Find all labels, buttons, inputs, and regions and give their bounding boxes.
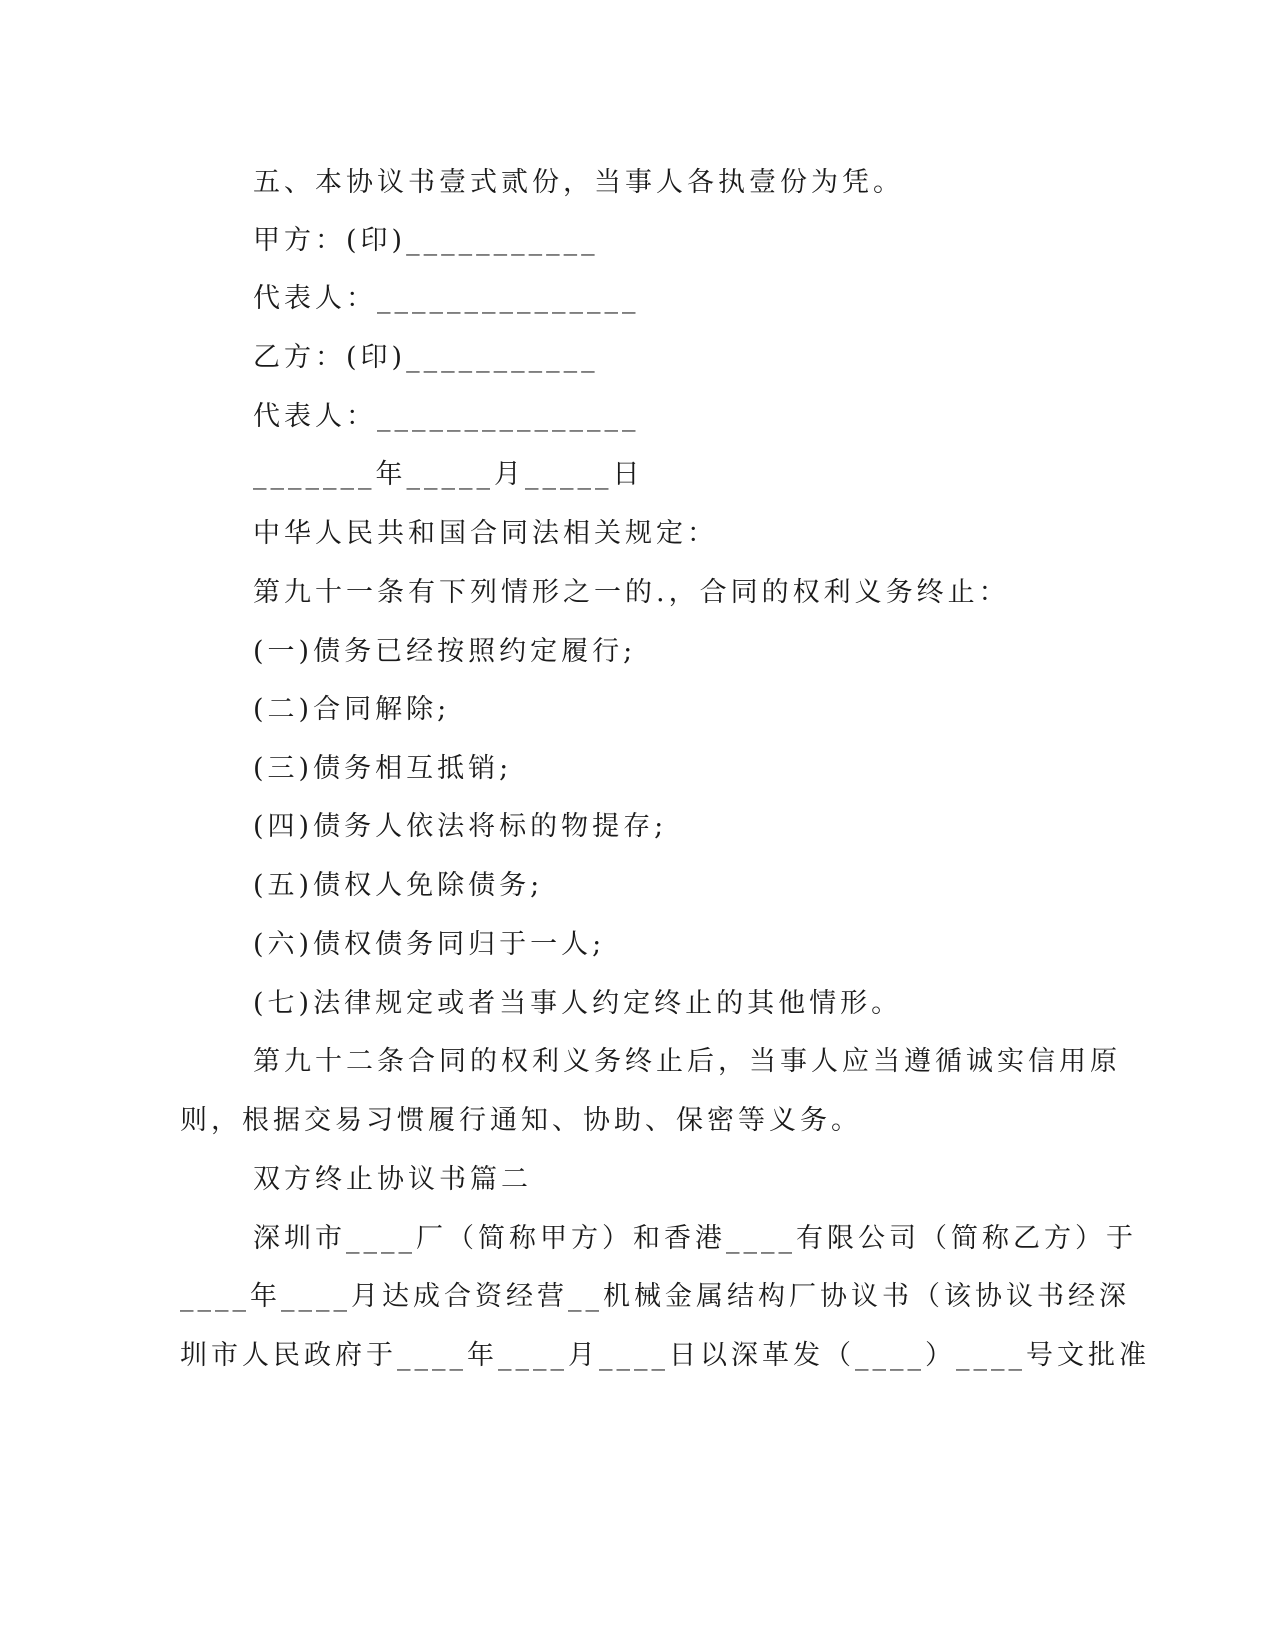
article-92-line-2: 则，根据交易习惯履行通知、协助、保密等义务。 <box>180 1105 862 1136</box>
article-91-item-2: (二)合同解除; <box>253 694 451 725</box>
article-92-line-1: 第九十二条合同的权利义务终止后，当事人应当遵循诚实信用原 <box>253 1046 1121 1077</box>
party-a-representative-line: 代表人：_______________ <box>253 283 640 314</box>
party-b-seal-line: 乙方：(印)___________ <box>253 342 599 373</box>
party-b-representative-line: 代表人：_______________ <box>253 401 640 432</box>
section-two-heading: 双方终止协议书篇二 <box>253 1164 532 1195</box>
article-91-item-3: (三)债务相互抵销; <box>253 753 513 784</box>
section-two-paragraph-line-1: 深圳市____厂（简称甲方）和香港____有限公司（简称乙方）于 <box>253 1223 1137 1254</box>
article-91-item-4: (四)债务人依法将标的物提存; <box>253 811 668 842</box>
article-91-item-6: (六)债权债务同归于一人; <box>253 929 606 960</box>
date-line: _______年_____月_____日 <box>253 459 644 490</box>
article-91-item-1: (一)债务已经按照约定履行; <box>253 636 637 667</box>
law-heading: 中华人民共和国合同法相关规定： <box>253 518 718 549</box>
section-two-paragraph-line-2: ____年____月达成合资经营__机械金属结构厂协议书（该协议书经深 <box>180 1281 1130 1312</box>
section-two-paragraph-line-3: 圳市人民政府于____年____月____日以深革发（____）____号文批准 <box>180 1340 1150 1371</box>
clause-five: 五、本协议书壹式贰份，当事人各执壹份为凭。 <box>253 167 904 198</box>
article-91-item-5: (五)债权人免除债务; <box>253 870 544 901</box>
party-a-seal-line: 甲方：(印)___________ <box>253 225 599 256</box>
article-91-item-7: (七)法律规定或者当事人约定终止的其他情形。 <box>253 988 903 1019</box>
article-91: 第九十一条有下列情形之一的.，合同的权利义务终止： <box>253 577 1010 608</box>
